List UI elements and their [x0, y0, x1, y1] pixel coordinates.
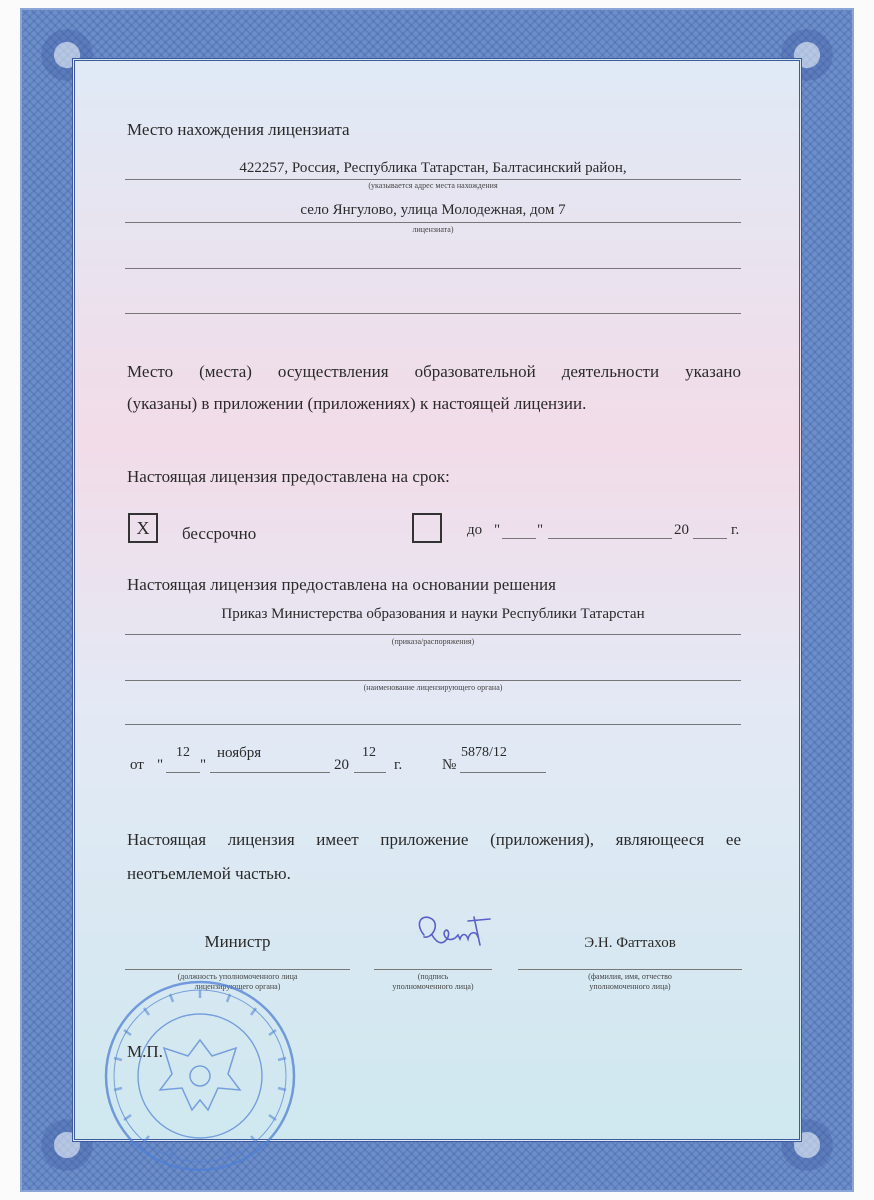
- indefinite-label: бессрочно: [182, 524, 257, 543]
- address-line-2-rule: [125, 222, 741, 223]
- date-year-prefix: 20: [334, 757, 349, 773]
- activity-place-line-2: (указаны) в приложении (приложениях) к настоящей лицензии.: [127, 394, 587, 413]
- signatory-position: Министр: [204, 932, 271, 951]
- until-year-rule: [693, 538, 727, 539]
- date-year-suffix: г.: [394, 757, 403, 773]
- activity-place-line-1: Место (места) осуществления образовательной деятельности указано: [127, 362, 741, 381]
- until-label: до: [467, 522, 483, 538]
- signature-caption-2: уполномоченного лица): [392, 982, 474, 991]
- until-year-suffix: г.: [731, 522, 740, 538]
- address-line-1: 422257, Россия, Республика Татарстан, Балтасинский район,: [239, 160, 627, 176]
- position-rule: [125, 969, 350, 970]
- signatory-name: Э.Н. Фаттахов: [584, 935, 676, 951]
- position-caption-1: (должность уполномоченного лица: [177, 972, 298, 981]
- decision-caption: (приказа/распоряжения): [391, 637, 475, 646]
- date-month: ноября: [217, 745, 262, 761]
- signature-rule: [374, 969, 492, 970]
- position-caption-2: лицензирующего органа): [194, 982, 281, 991]
- date-day: 12: [176, 745, 190, 760]
- name-caption-2: уполномоченного лица): [589, 982, 671, 991]
- date-day-rule: [166, 772, 200, 773]
- stamp-place-label: М.П.: [127, 1042, 163, 1061]
- address-line-4-rule: [125, 313, 741, 314]
- until-quote-close: ": [537, 522, 544, 538]
- date-quote-open: ": [157, 757, 164, 773]
- address-caption-2: лицензиата): [412, 225, 454, 234]
- authority-rule-2: [125, 724, 741, 725]
- decision-text: Приказ Министерства образования и науки Республики Татарстан: [221, 606, 645, 622]
- date-month-rule: [210, 772, 330, 773]
- indefinite-checkbox[interactable]: X: [128, 513, 158, 543]
- name-rule: [518, 969, 742, 970]
- address-line-2: село Янгулово, улица Молодежная, дом 7: [300, 202, 566, 218]
- date-from-label: от: [130, 757, 144, 773]
- until-year-prefix: 20: [674, 522, 689, 538]
- appendix-line-1: Настоящая лицензия имеет приложение (приложения), являющееся ее: [127, 830, 741, 849]
- date-year: 12: [362, 745, 376, 760]
- basis-label: Настоящая лицензия предоставлена на основании решения: [127, 575, 556, 594]
- signature-caption-1: (подпись: [417, 972, 449, 981]
- address-line-3-rule: [125, 268, 741, 269]
- license-number: 5878/12: [461, 745, 507, 760]
- decision-rule: [125, 634, 741, 635]
- until-day-rule: [502, 538, 536, 539]
- license-number-rule: [460, 772, 546, 773]
- number-sign: №: [442, 757, 457, 773]
- location-label: Место нахождения лицензиата: [127, 120, 350, 139]
- official-seal-stamp: [102, 978, 298, 1174]
- name-caption-1: (фамилия, имя, отчество: [588, 972, 672, 981]
- handwritten-signature: [410, 905, 500, 965]
- date-quote-close: ": [200, 757, 207, 773]
- term-label: Настоящая лицензия предоставлена на срок:: [127, 467, 450, 486]
- authority-caption: (наименование лицензирующего органа): [363, 683, 503, 692]
- until-date-checkbox[interactable]: [412, 513, 442, 543]
- address-caption-1: (указывается адрес места нахождения: [368, 181, 498, 190]
- address-line-1-rule: [125, 179, 741, 180]
- until-month-rule: [548, 538, 672, 539]
- date-year-rule: [354, 772, 386, 773]
- appendix-line-2: неотъемлемой частью.: [127, 864, 291, 883]
- until-quote-open: ": [494, 522, 501, 538]
- authority-rule: [125, 680, 741, 681]
